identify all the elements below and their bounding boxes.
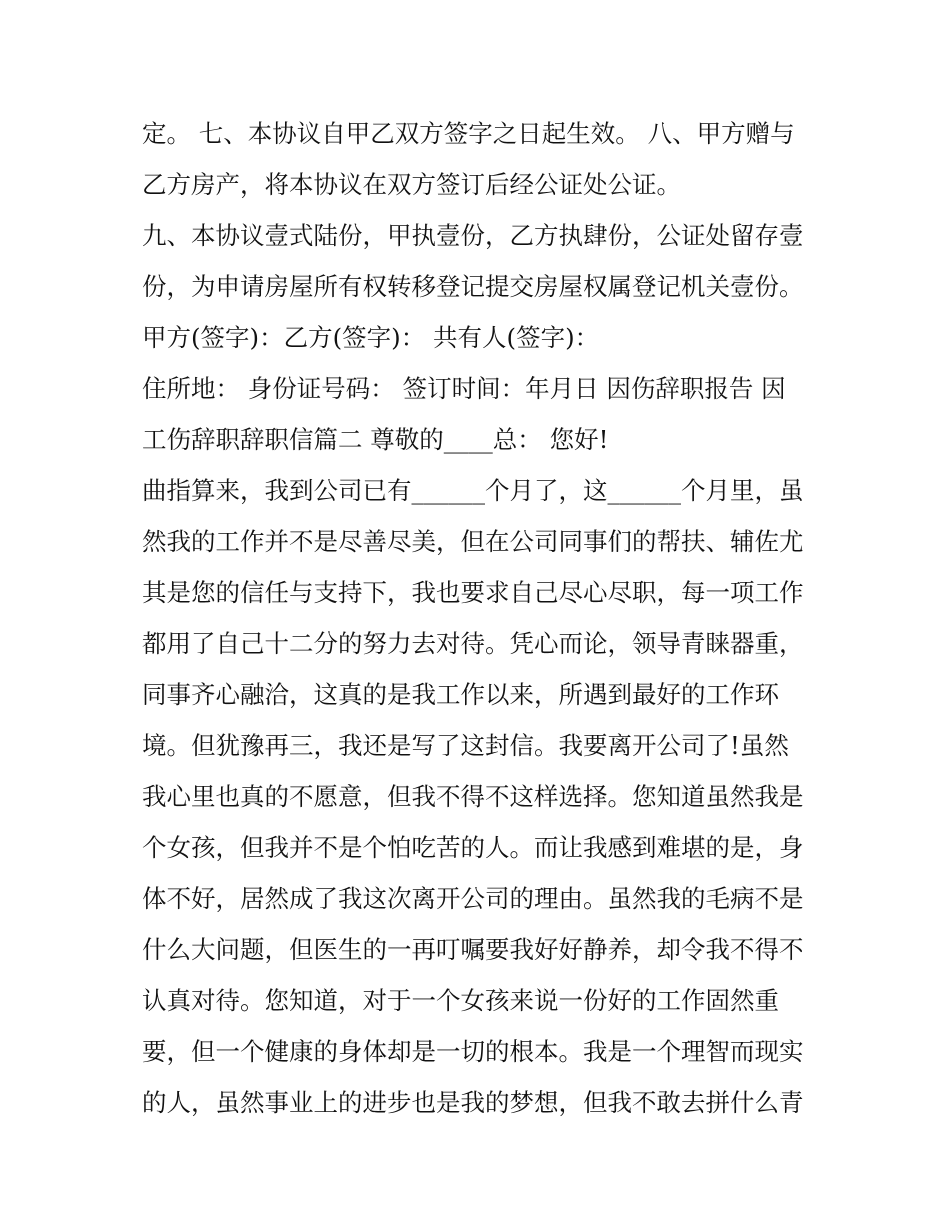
text-line: 定。 七、本协议自甲乙双方签字之日起生效。 八、甲方赠与 — [142, 119, 795, 148]
text-line: 都用了自己十二分的努力去对待。凭心而论，领导青睐器重， — [142, 629, 804, 658]
text-line: 九、本协议壹式陆份，甲执壹份，乙方执肆份，公证处留存壹 — [142, 221, 804, 250]
text-line: 个女孩，但我并不是个怕吃苦的人。而让我感到难堪的是，身 — [142, 833, 804, 862]
text-line: 份，为申请房屋所有权转移登记提交房屋权属登记机关壹份。 — [142, 272, 804, 301]
text-line: 同事齐心融洽，这真的是我工作以来，所遇到最好的工作环 — [142, 680, 779, 709]
text-line: 其是您的信任与支持下，我也要求自己尽心尽职，每一项工作 — [142, 578, 804, 607]
text-line: 工伤辞职辞职信篇二 尊敬的____总： 您好! — [142, 425, 609, 454]
text-line: 曲指算来，我到公司已有______个月了，这______个月里，虽 — [142, 476, 804, 505]
text-line: 的人，虽然事业上的进步也是我的梦想，但我不敢去拼什么青 — [142, 1088, 804, 1117]
text-line: 境。但犹豫再三，我还是写了这封信。我要离开公司了!虽然 — [142, 731, 789, 760]
text-line: 乙方房产，将本协议在双方签订后经公证处公证。 — [142, 170, 681, 199]
text-line: 甲方(签字)：乙方(签字)： 共有人(签字)： — [142, 323, 600, 352]
text-line: 我心里也真的不愿意，但我不得不这样选择。您知道虽然我是 — [142, 782, 804, 811]
text-line: 住所地： 身份证号码： 签订时间：年月日 因伤辞职报告 因 — [142, 374, 786, 403]
text-line: 认真对待。您知道，对于一个女孩来说一份好的工作固然重 — [142, 986, 779, 1015]
text-line: 要，但一个健康的身体却是一切的根本。我是一个理智而现实 — [142, 1037, 804, 1066]
text-line: 体不好，居然成了我这次离开公司的理由。虽然我的毛病不是 — [142, 884, 804, 913]
text-line: 然我的工作并不是尽善尽美，但在公司同事们的帮扶、辅佐尤 — [142, 527, 804, 556]
document-body — [142, 108, 822, 1128]
text-line: 什么大问题，但医生的一再叮嘱要我好好静养，却令我不得不 — [142, 935, 804, 964]
